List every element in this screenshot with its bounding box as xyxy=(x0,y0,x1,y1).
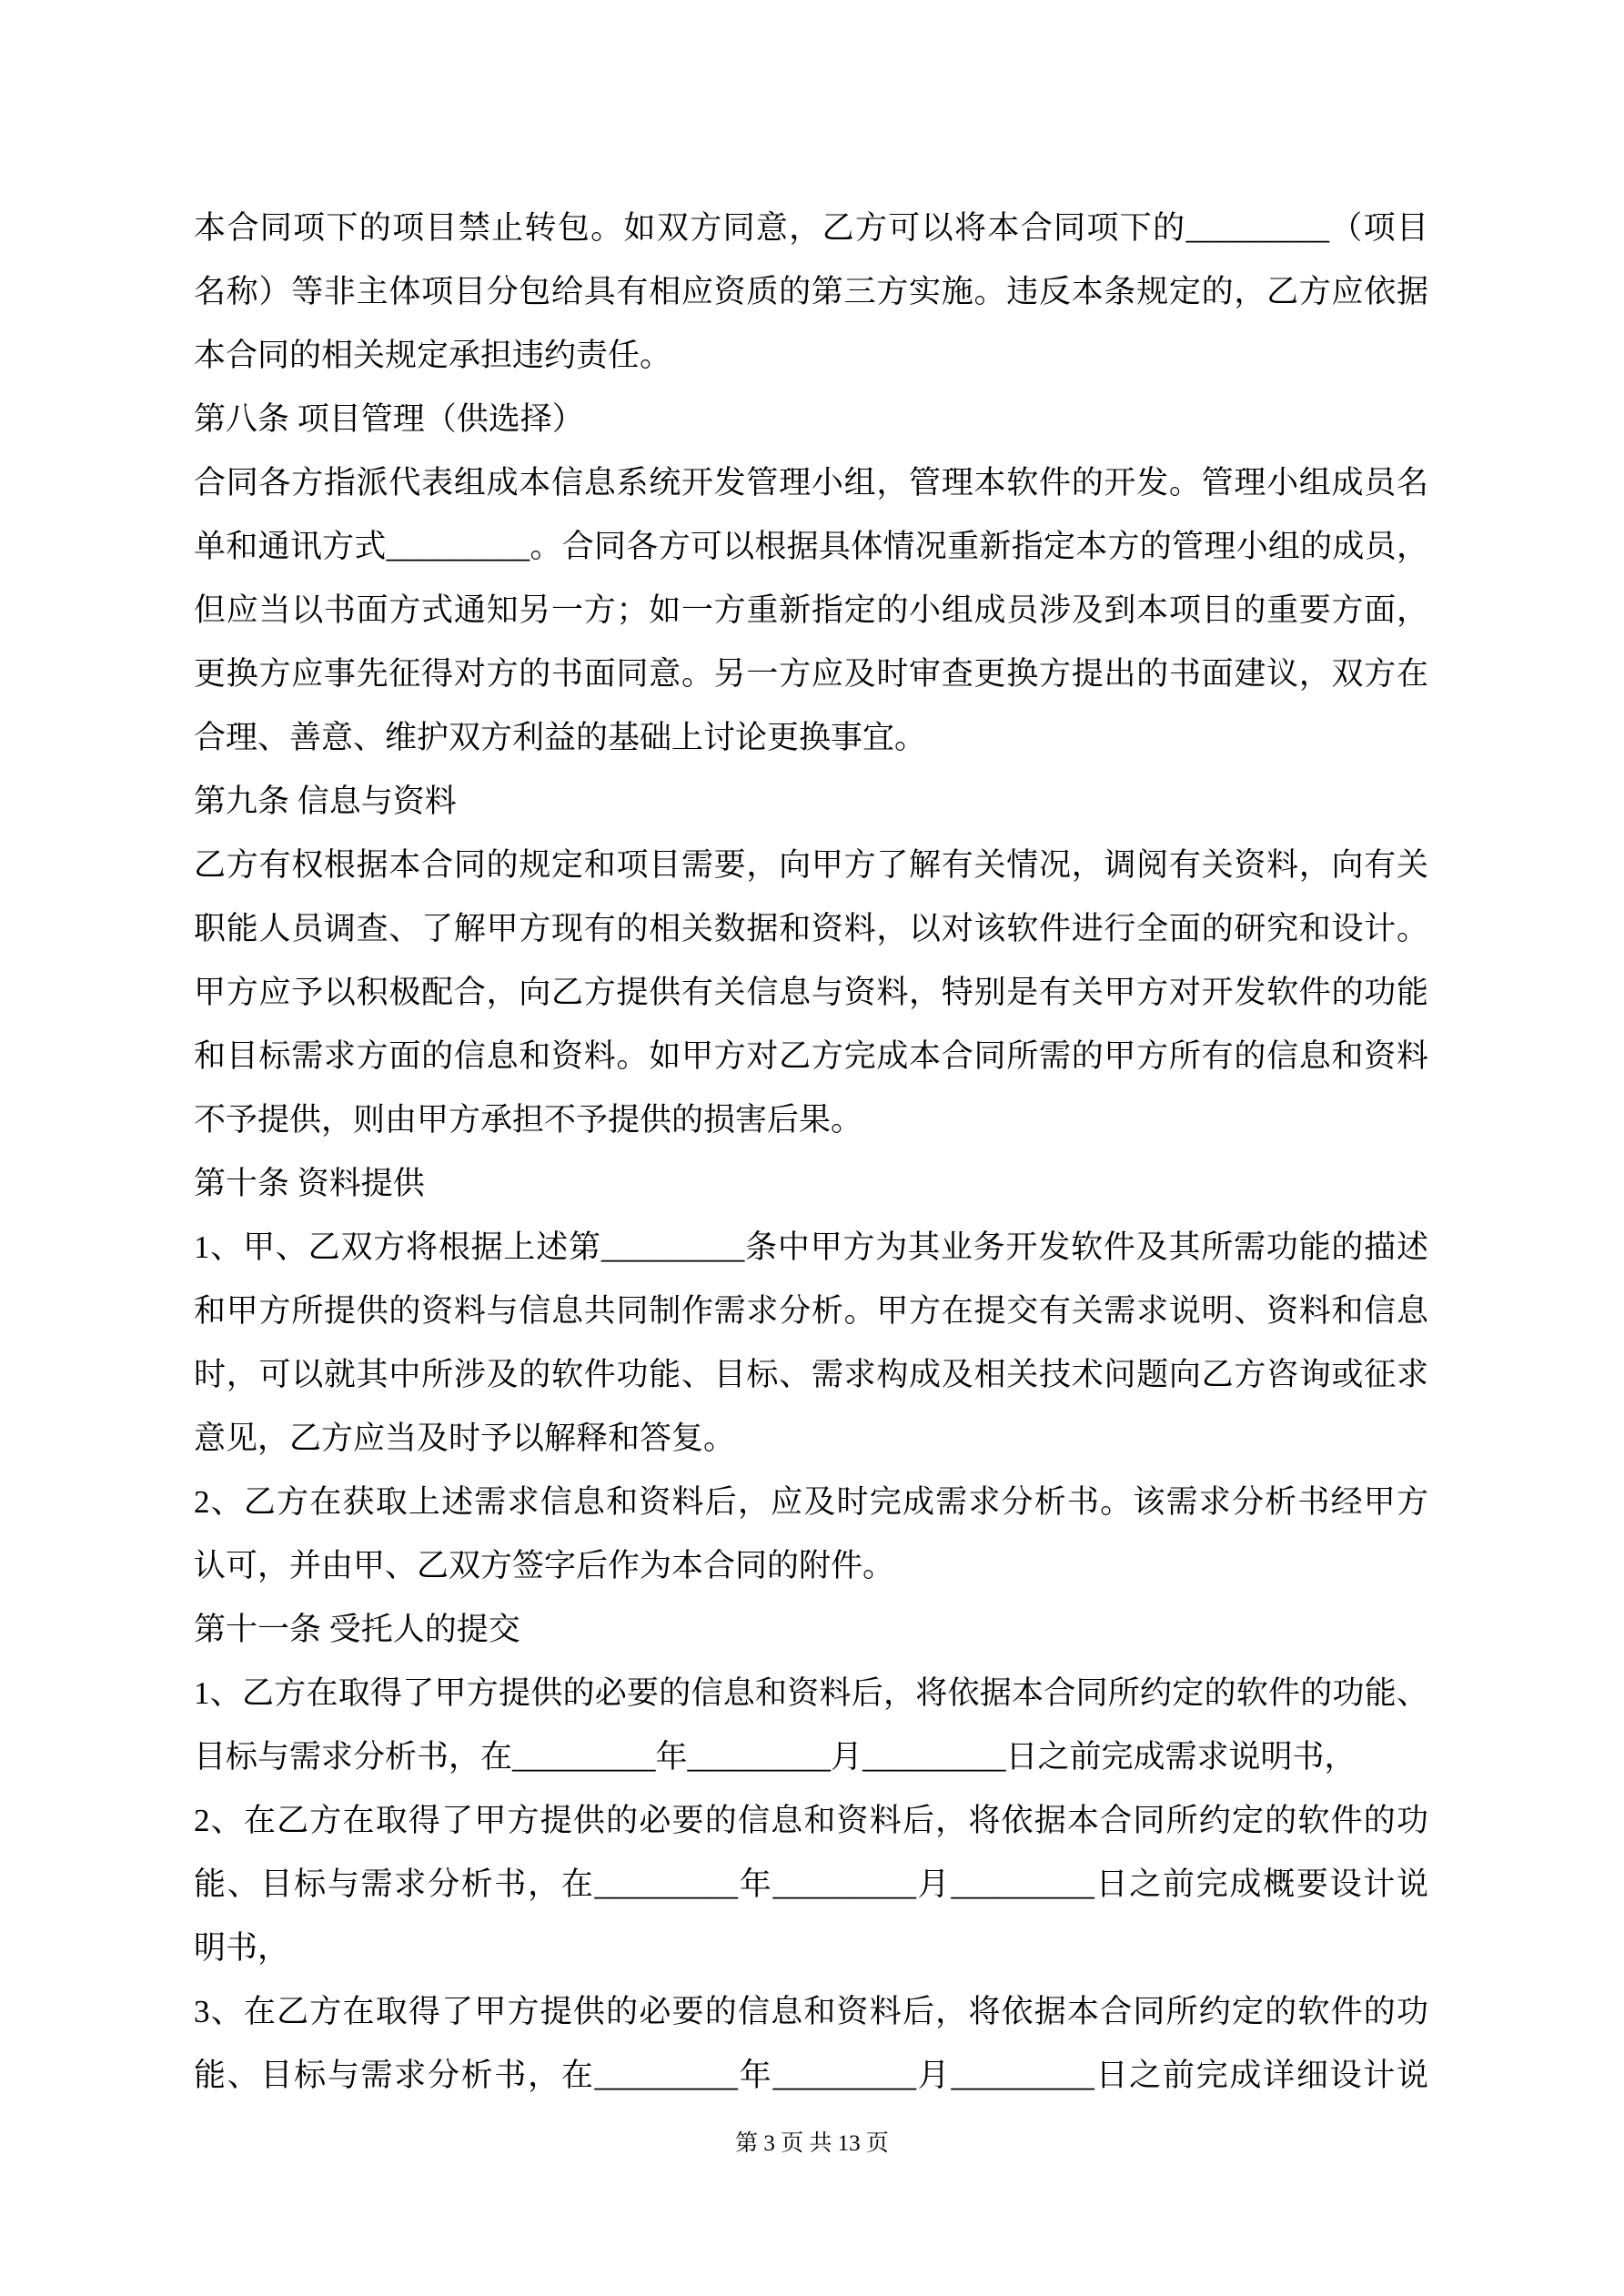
contract-line: 和目标需求方面的信息和资料。如甲方对乙方完成本合同所需的甲方所有的信息和资料 xyxy=(194,1038,1428,1074)
contract-line: 名称）等非主体项目分包给具有相应资质的第三方实施。违反本条规定的，乙方应依据 xyxy=(194,274,1428,309)
page-footer: 第 3 页 共 13 页 xyxy=(735,2131,889,2156)
contract-line: 本合同的相关规定承担违约责任。 xyxy=(194,338,672,373)
clause-9-heading: 第九条 信息与资料 xyxy=(194,784,457,819)
contract-line: 时，可以就其中所涉及的软件功能、目标、需求构成及相关技术问题向乙方咨询或征求 xyxy=(194,1357,1428,1392)
contract-line: 但应当以书面方式通知另一方；如一方重新指定的小组成员涉及到本项目的重要方面， xyxy=(194,592,1428,628)
contract-line: 合理、善意、维护双方利益的基础上讨论更换事宜。 xyxy=(194,720,927,755)
contract-line: 2、乙方在获取上述需求信息和资料后，应及时完成需求分析书。该需求分析书经甲方 xyxy=(194,1484,1428,1520)
contract-line: 本合同项下的项目禁止转包。如双方同意，乙方可以将本合同项下的_________（项目 xyxy=(194,210,1428,246)
contract-line: 能、目标与需求分析书，在_________年_________月_________日之前完成概要设计说 xyxy=(194,1866,1428,1902)
contract-line: 不予提供，则由甲方承担不予提供的损害后果。 xyxy=(194,1102,863,1138)
contract-line: 意见，乙方应当及时予以解释和答复。 xyxy=(194,1421,736,1456)
contract-line: 乙方有权根据本合同的规定和项目需要，向甲方了解有关情况，调阅有关资料，向有关 xyxy=(194,847,1428,883)
contract-body xyxy=(194,197,1428,2108)
contract-line: 目标与需求分析书，在_________年_________月_________日之前完成需求说明书， xyxy=(194,1739,1357,1775)
contract-line: 甲方应予以积极配合，向乙方提供有关信息与资料，特别是有关甲方对开发软件的功能 xyxy=(194,975,1428,1010)
contract-line: 合同各方指派代表组成本信息系统开发管理小组，管理本软件的开发。管理小组成员名 xyxy=(194,465,1428,501)
contract-line: 和甲方所提供的资料与信息共同制作需求分析。甲方在提交有关需求说明、资料和信息 xyxy=(194,1293,1428,1329)
clause-10-heading: 第十条 资料提供 xyxy=(194,1166,425,1201)
contract-line: 职能人员调查、了解甲方现有的相关数据和资料，以对该软件进行全面的研究和设计。 xyxy=(194,911,1428,946)
contract-line: 认可，并由甲、乙双方签字后作为本合同的附件。 xyxy=(194,1548,895,1583)
contract-line: 1、甲、乙双方将根据上述第_________条中甲方为其业务开发软件及其所需功能的描述 xyxy=(194,1229,1428,1265)
contract-line: 单和通讯方式_________。合同各方可以根据具体情况重新指定本方的管理小组的成员， xyxy=(194,529,1428,564)
contract-line: 能、目标与需求分析书，在_________年_________月_________日之前完成详细设计说 xyxy=(194,2058,1428,2093)
clause-8-heading: 第八条 项目管理（供选择） xyxy=(194,401,584,437)
contract-line: 明书， xyxy=(194,1930,290,1966)
clause-11-heading: 第十一条 受托人的提交 xyxy=(194,1612,520,1647)
contract-line: 3、在乙方在取得了甲方提供的必要的信息和资料后，将依据本合同所约定的软件的功 xyxy=(194,1994,1428,2029)
contract-line: 1、乙方在取得了甲方提供的必要的信息和资料后，将依据本合同所约定的软件的功能、 xyxy=(194,1675,1428,1711)
contract-line: 更换方应事先征得对方的书面同意。另一方应及时审查更换方提出的书面建议，双方在 xyxy=(194,656,1428,692)
contract-line: 2、在乙方在取得了甲方提供的必要的信息和资料后，将依据本合同所约定的软件的功 xyxy=(194,1803,1428,1838)
